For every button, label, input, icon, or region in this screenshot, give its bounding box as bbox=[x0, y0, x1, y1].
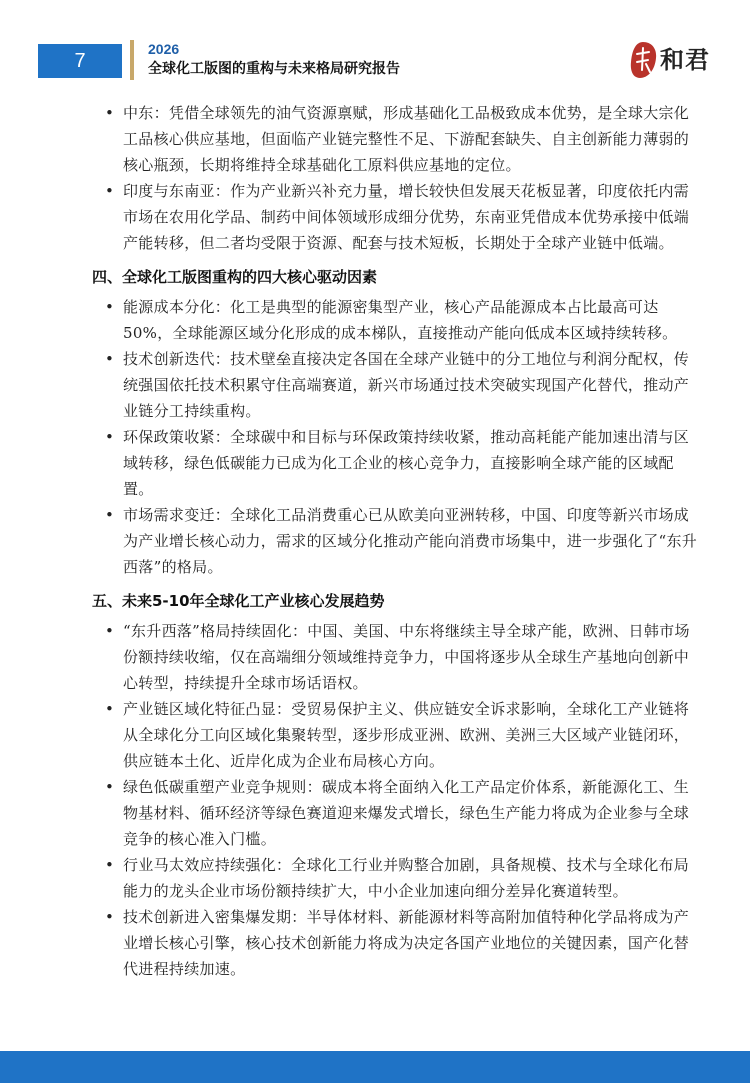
bullet-icon: • bbox=[105, 104, 115, 122]
bullet-icon: • bbox=[105, 182, 115, 200]
list-item-text: 中东：凭借全球领先的油气资源禀赋，形成基础化工品极致成本优势，是全球大宗化工品核心供应基地，但面临产业链完整性不足、下游配套缺失、自主创新能力薄弱的核心瓶颈，长期将维持全球基础化工原料供应基地的定位。 bbox=[123, 104, 690, 174]
list-item bbox=[0, 904, 750, 982]
trend-list bbox=[0, 618, 750, 982]
list-item-text: 技术创新迭代：技术壁垒直接决定各国在全球产业链中的分工地位与利润分配权，传统强国依托技术积累守住高端赛道，新兴市场通过技术突破实现国产化替代，推动产业链分工持续重构。 bbox=[123, 350, 690, 420]
list-item bbox=[0, 852, 750, 904]
page-header bbox=[0, 0, 750, 92]
regional-list bbox=[0, 100, 750, 256]
list-item bbox=[0, 618, 750, 696]
list-item-text: 绿色低碳重塑产业竞争规则：碳成本将全面纳入化工产品定价体系，新能源化工、生物基材料、循环经济等绿色赛道迎来爆发式增长，绿色生产能力将成为企业参与全球竞争的核心准入门槛。 bbox=[123, 778, 690, 848]
driver-list bbox=[0, 294, 750, 580]
list-item bbox=[0, 502, 750, 580]
bullet-icon: • bbox=[105, 428, 115, 446]
report-title: 全球化工版图的重构与未来格局研究报告 bbox=[148, 61, 400, 77]
list-item-text: 环保政策收紧：全球碳中和目标与环保政策持续收紧，推动高耗能产能加速出清与区域转移，绿色低碳能力已成为化工企业的核心竞争力，直接影响全球产能的区域配置。 bbox=[123, 428, 690, 498]
section-heading: 五、未来5-10年全球化工产业核心发展趋势 bbox=[92, 592, 385, 610]
bullet-icon: • bbox=[105, 622, 115, 640]
list-item bbox=[0, 100, 750, 178]
footer-bar bbox=[0, 1051, 750, 1083]
report-year: 2026 bbox=[148, 41, 180, 57]
list-item-text: 印度与东南亚：作为产业新兴补充力量，增长较快但发展天花板显著，印度依托内需市场在农用化学品、制药中间体领域形成细分优势，东南亚凭借成本优势承接中低端产能转移，但二者均受限于资源、配套与技术短板，长期处于全球产业链中低端。 bbox=[123, 182, 690, 252]
list-item-text: 市场需求变迁：全球化工品消费重心已从欧美向亚洲转移，中国、印度等新兴市场成为产业增长核心动力，需求的区域分化推动产能向消费市场集中，进一步强化了“东升西落”的格局。 bbox=[123, 506, 698, 576]
bullet-icon: • bbox=[105, 908, 115, 926]
page-content bbox=[0, 100, 750, 982]
bullet-icon: • bbox=[105, 778, 115, 796]
list-item bbox=[0, 178, 750, 256]
bullet-icon: • bbox=[105, 856, 115, 874]
list-item-text: 行业马太效应持续强化：全球化工行业并购整合加剧，具备规模、技术与全球化布局能力的龙头企业市场份额持续扩大，中小企业加速向细分差异化赛道转型。 bbox=[123, 856, 690, 900]
logo-text: 和君 bbox=[660, 46, 710, 74]
list-item bbox=[0, 696, 750, 774]
list-item bbox=[0, 774, 750, 852]
list-item bbox=[0, 346, 750, 424]
logo-seal-icon bbox=[628, 40, 658, 80]
section-heading: 四、全球化工版图重构的四大核心驱动因素 bbox=[92, 268, 378, 286]
company-logo bbox=[628, 40, 728, 82]
bullet-icon: • bbox=[105, 350, 115, 368]
bullet-icon: • bbox=[105, 506, 115, 524]
header-divider bbox=[130, 40, 134, 80]
list-item-text: 技术创新进入密集爆发期：半导体材料、新能源材料等高附加值特种化学品将成为产业增长核心引擎，核心技术创新能力将成为决定各国产业地位的关键因素，国产化替代进程持续加速。 bbox=[123, 908, 690, 978]
page-number: 7 bbox=[38, 44, 122, 78]
list-item-text: 能源成本分化：化工是典型的能源密集型产业，核心产品能源成本占比最高可达50%，全球能源区域分化形成的成本梯队，直接推动产能向低成本区域持续转移。 bbox=[123, 298, 678, 342]
list-item-text: “东升西落”格局持续固化：中国、美国、中东将继续主导全球产能，欧洲、日韩市场份额持续收缩，仅在高端细分领域维持竞争力，中国将逐步从全球生产基地向创新中心转型，持续提升全球市场话语权。 bbox=[123, 622, 690, 692]
bullet-icon: • bbox=[105, 298, 115, 316]
list-item bbox=[0, 424, 750, 502]
bullet-icon: • bbox=[105, 700, 115, 718]
list-item-text: 产业链区域化特征凸显：受贸易保护主义、供应链安全诉求影响，全球化工产业链将从全球化分工向区域化集聚转型，逐步形成亚洲、欧洲、美洲三大区域产业链闭环，供应链本土化、近岸化成为企业布局核心方向。 bbox=[123, 700, 690, 770]
list-item bbox=[0, 294, 750, 346]
